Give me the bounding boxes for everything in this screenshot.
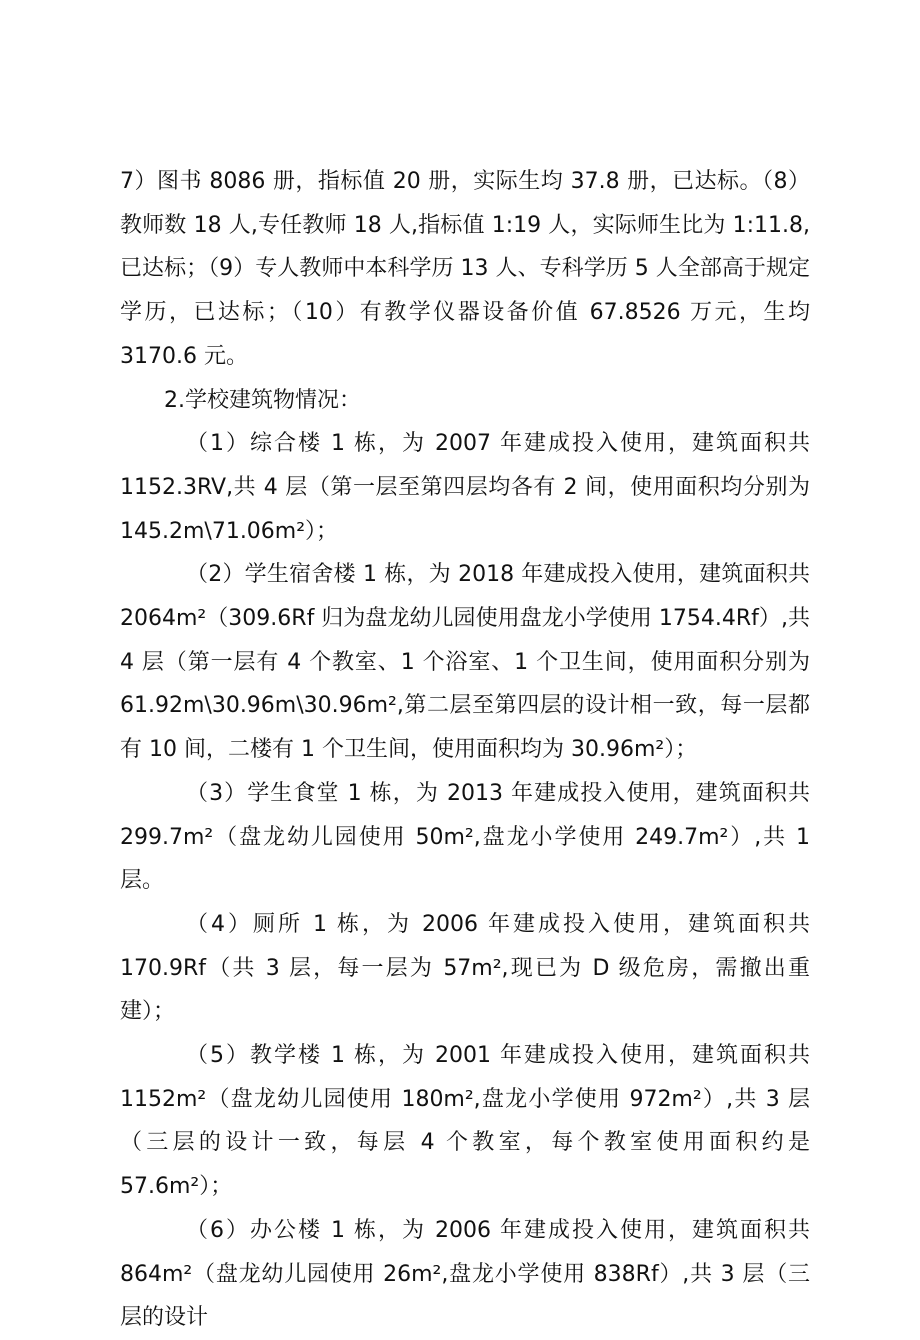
document-page [120, 160, 810, 1340]
paragraph-teaching-building: （5）教学楼 1 栋，为 2001 年建成投入使用，建筑面积共 1152m²（盘龙幼儿园使用 180m²,盘龙小学使用 972m²）,共 3 层（三层的设计一致，每层 4 个教室，每个教室使用面积约是 57.6m²）； [120, 1043, 810, 1200]
section-heading-buildings: 2.学校建筑物情况： [164, 387, 361, 413]
paragraph-canteen: （3）学生食堂 1 栋，为 2013 年建成投入使用，建筑面积共 299.7m²（盘龙幼儿园使用 50m²,盘龙小学使用 249.7m²）,共 1 层。 [120, 780, 810, 894]
paragraph-dormitory: （2）学生宿舍楼 1 栋，为 2018 年建成投入使用，建筑面积共 2064m²（309.6Rf 归为盘龙幼儿园使用盘龙小学使用 1754.4Rf）,共 4 层（第一层有 4 个教室、1 个浴室、1 个卫生间，使用面积分别为 61.92m\30.96m\30.96m²,第二层至第四层的设计相一致，每一层都有 10 间，二楼有 1 个卫生间，使用面积均为 30.96m²）； [120, 562, 810, 763]
paragraph-statistics: 7）图书 8086 册，指标值 20 册，实际生均 37.8 册，已达标。（8）教师数 18 人,专任教师 18 人,指标值 1:19 人，实际师生比为 1:11.8,已达标；（9）专人教师中本科学历 13 人、专科学历 5 人全部高于规定学历，已达标；（10）有教学仪器设备价值 67.8526 万元，生均 3170.6 元。 [120, 169, 810, 369]
paragraph-toilet: （4）厕所 1 栋，为 2006 年建成投入使用，建筑面积共 170.9Rf（共 3 层，每一层为 57m²,现已为 D 级危房，需撤出重建）； [120, 911, 810, 1025]
paragraph-office-building: （6）办公楼 1 栋，为 2006 年建成投入使用，建筑面积共 864m²（盘龙幼儿园使用 26m²,盘龙小学使用 838Rf）,共 3 层（三层的设计 [120, 1217, 810, 1331]
paragraph-complex-building: （1）综合楼 1 栋，为 2007 年建成投入使用，建筑面积共 1152.3RV,共 4 层（第一层至第四层均各有 2 间，使用面积均分别为 145.2m\71.06m²）； [120, 431, 810, 544]
